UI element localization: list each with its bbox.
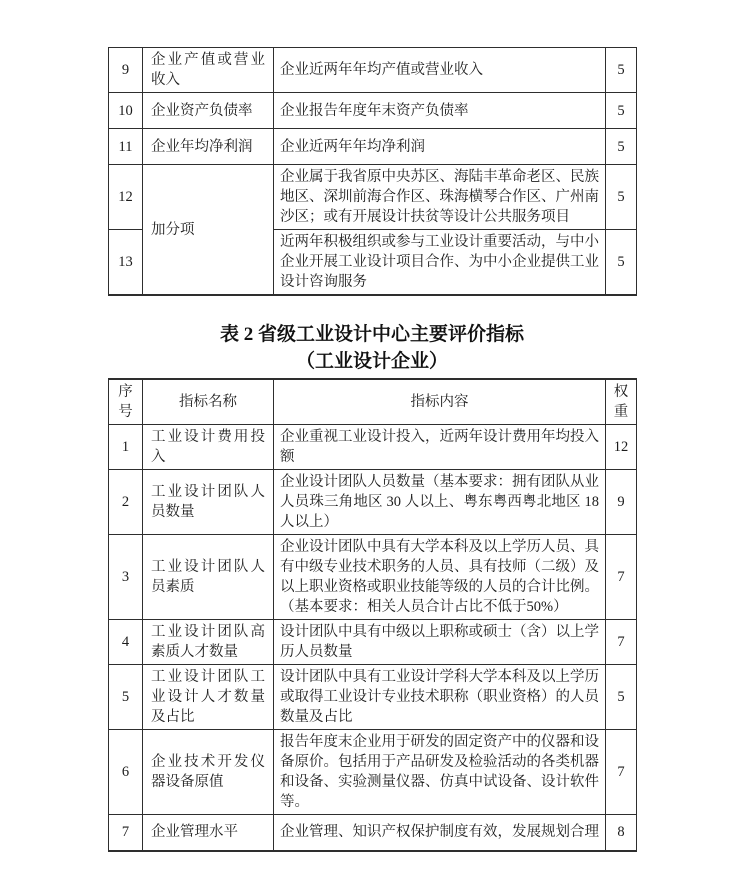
table2-title-line2: （工业设计企业） — [295, 351, 448, 372]
table-row — [109, 470, 637, 535]
row-number-cell: 2 — [109, 470, 143, 535]
table2-title — [108, 321, 636, 375]
table-row — [109, 730, 637, 815]
table-row — [109, 129, 637, 165]
indicator-content-cell: 企业设计团队人员数量（基本要求：拥有团队从业人员珠三角地区 30 人以上、粤东粤西粤北地区 18 人以上） — [274, 470, 606, 535]
row-number-cell: 6 — [109, 730, 143, 815]
table2-evaluation-indicators — [108, 378, 637, 852]
table-row — [109, 665, 637, 730]
indicator-name-cell-merged: 加分项 — [143, 165, 274, 296]
row-number-cell: 3 — [109, 535, 143, 620]
row-number-cell: 5 — [109, 665, 143, 730]
row-number-cell: 1 — [109, 425, 143, 470]
weight-cell: 5 — [606, 48, 637, 93]
indicator-name-cell: 工业设计团队人员数量 — [143, 470, 274, 535]
indicator-content-cell: 企业近两年年均产值或营业收入 — [274, 48, 606, 93]
table-row — [109, 165, 637, 230]
evaluation-table-continued — [108, 47, 637, 296]
indicator-content-cell: 企业管理、知识产权保护制度有效，发展规划合理 — [274, 815, 606, 851]
indicator-content-cell: 企业近两年年均净利润 — [274, 129, 606, 165]
weight-cell: 5 — [606, 93, 637, 129]
row-number-cell: 10 — [109, 93, 143, 129]
indicator-content-cell: 企业重视工业设计投入，近两年设计费用年均投入额 — [274, 425, 606, 470]
row-number-cell: 12 — [109, 165, 143, 230]
indicator-content-cell: 报告年度末企业用于研发的固定资产中的仪器和设备原价。包括用于产品研发及检验活动的各类机器和设备、实验测量仪器、仿真中试设备、设计软件等。 — [274, 730, 606, 815]
table-row — [109, 48, 637, 93]
weight-cell: 8 — [606, 815, 637, 851]
indicator-content-cell: 设计团队中具有中级以上职称或硕士（含）以上学历人员数量 — [274, 620, 606, 665]
indicator-content-cell: 设计团队中具有工业设计学科大学本科及以上学历或取得工业设计专业技术职称（职业资格）的人员数量及占比 — [274, 665, 606, 730]
weight-cell: 9 — [606, 470, 637, 535]
weight-cell: 7 — [606, 730, 637, 815]
indicator-name-cell: 企业技术开发仪器设备原值 — [143, 730, 274, 815]
indicator-content-cell: 企业报告年度年末资产负债率 — [274, 93, 606, 129]
weight-cell: 5 — [606, 665, 637, 730]
row-number-cell: 13 — [109, 230, 143, 296]
row-number-cell: 7 — [109, 815, 143, 851]
header-row-number: 序号 — [109, 379, 143, 425]
table-header-row — [109, 379, 637, 425]
row-number-cell: 9 — [109, 48, 143, 93]
table-row — [109, 535, 637, 620]
table-row — [109, 815, 637, 851]
indicator-name-cell: 工业设计费用投入 — [143, 425, 274, 470]
table-row — [109, 93, 637, 129]
indicator-name-cell: 工业设计团队高素质人才数量 — [143, 620, 274, 665]
indicator-name-cell: 企业管理水平 — [143, 815, 274, 851]
weight-cell: 5 — [606, 230, 637, 296]
table-row — [109, 620, 637, 665]
row-number-cell: 11 — [109, 129, 143, 165]
weight-cell: 5 — [606, 165, 637, 230]
indicator-content-cell: 企业属于我省原中央苏区、海陆丰革命老区、民族地区、深圳前海合作区、珠海横琴合作区、广州南沙区；或有开展设计扶贫等设计公共服务项目 — [274, 165, 606, 230]
weight-cell: 12 — [606, 425, 637, 470]
row-number-cell: 4 — [109, 620, 143, 665]
indicator-name-cell: 企业年均净利润 — [143, 129, 274, 165]
indicator-name-cell: 工业设计团队人员素质 — [143, 535, 274, 620]
weight-cell: 5 — [606, 129, 637, 165]
indicator-name-cell: 工业设计团队工业设计人才数量及占比 — [143, 665, 274, 730]
table2-title-line1: 表 2 省级工业设计中心主要评价指标 — [219, 324, 524, 345]
weight-cell: 7 — [606, 620, 637, 665]
indicator-name-cell: 企业产值或营业收入 — [143, 48, 274, 93]
indicator-content-cell: 近两年积极组织或参与工业设计重要活动，与中小企业开展工业设计项目合作、为中小企业提供工业设计咨询服务 — [274, 230, 606, 296]
indicator-name-cell: 企业资产负债率 — [143, 93, 274, 129]
header-indicator-name: 指标名称 — [143, 379, 274, 425]
document-content — [108, 47, 636, 852]
table-row — [109, 425, 637, 470]
header-indicator-content: 指标内容 — [274, 379, 606, 425]
indicator-content-cell: 企业设计团队中具有大学本科及以上学历人员、具有中级专业技术职务的人员、具有技师（二级）及以上职业资格或职业技能等级的人员的合计比例。（基本要求：相关人员合计占比不低于50%） — [274, 535, 606, 620]
weight-cell: 7 — [606, 535, 637, 620]
header-weight: 权重 — [606, 379, 637, 425]
